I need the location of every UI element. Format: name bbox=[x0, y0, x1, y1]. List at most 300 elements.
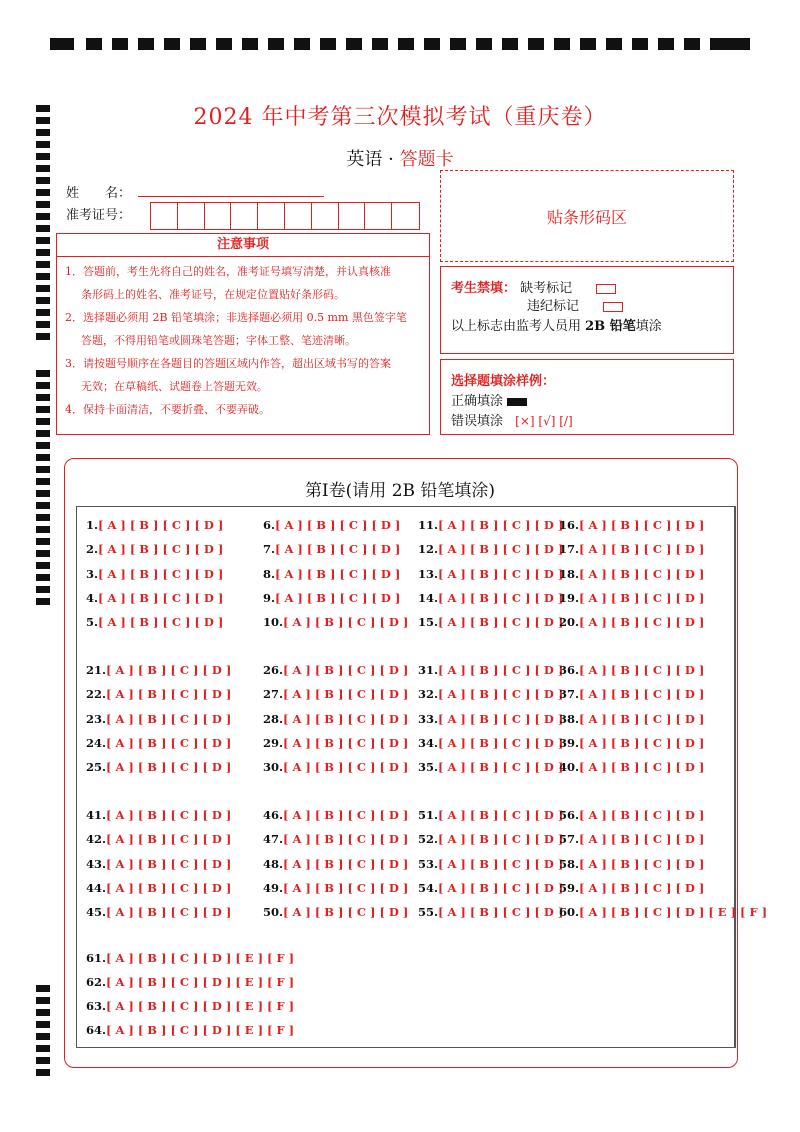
timing-mark bbox=[36, 550, 50, 557]
timing-mark bbox=[36, 177, 50, 184]
card-label: 答题卡 bbox=[399, 149, 454, 170]
timing-mark bbox=[36, 997, 50, 1004]
answer-options[interactable]: [ A ] [ B ] [ C ] [ D ] bbox=[106, 663, 232, 677]
question-number: 39. bbox=[559, 736, 580, 750]
question-number: 17. bbox=[559, 542, 580, 556]
question-46[interactable] bbox=[263, 808, 408, 822]
question-number: 43. bbox=[86, 857, 107, 871]
answer-options[interactable]: [ A ] [ B ] [ C ] [ D ] bbox=[275, 591, 401, 605]
timing-mark bbox=[36, 225, 50, 232]
question-number: 44. bbox=[86, 881, 107, 895]
answer-options[interactable]: [ A ] [ B ] [ C ] [ D ] bbox=[275, 567, 401, 581]
timing-mark bbox=[36, 514, 50, 521]
exam-id-label: 准考证号： bbox=[66, 208, 132, 223]
timing-mark bbox=[554, 38, 570, 50]
question-11[interactable] bbox=[418, 518, 563, 532]
question-number: 62. bbox=[86, 975, 107, 989]
question-number: 61. bbox=[86, 951, 107, 965]
question-number: 55. bbox=[418, 905, 439, 919]
question-number: 53. bbox=[418, 857, 439, 871]
timing-mark bbox=[36, 273, 50, 280]
notice-item-3b: 无效；在草稿纸、试题卷上答题无效。 bbox=[81, 380, 268, 393]
answer-options[interactable]: [ A ] [ B ] [ C ] [ D ] bbox=[438, 760, 564, 774]
question-number: 38. bbox=[559, 712, 580, 726]
question-33[interactable] bbox=[418, 712, 563, 726]
timing-mark bbox=[36, 394, 50, 401]
notice-box bbox=[56, 233, 430, 435]
timing-mark bbox=[606, 38, 622, 50]
question-number: 26. bbox=[263, 663, 284, 677]
answer-options[interactable]: [ A ] [ B ] [ C ] [ D ] bbox=[106, 712, 232, 726]
question-13[interactable] bbox=[418, 567, 563, 581]
question-51[interactable] bbox=[418, 808, 563, 822]
question-number: 49. bbox=[263, 881, 284, 895]
timing-mark bbox=[36, 454, 50, 461]
question-number: 8. bbox=[263, 567, 276, 581]
question-number: 64. bbox=[86, 1023, 107, 1037]
answer-options[interactable]: [ A ] [ B ] [ C ] [ D ] bbox=[438, 712, 564, 726]
timing-mark bbox=[346, 38, 362, 50]
answer-options[interactable]: [ A ] [ B ] [ C ] [ D ] bbox=[283, 712, 409, 726]
timing-mark bbox=[424, 38, 440, 50]
answer-options[interactable]: [ A ] [ B ] [ C ] [ D ] bbox=[579, 857, 705, 871]
exam-title: 2024 年中考第三次模拟考试（重庆卷） bbox=[193, 105, 607, 130]
exam-id-digit-box[interactable] bbox=[392, 203, 419, 229]
timing-mark bbox=[36, 598, 50, 605]
question-58[interactable] bbox=[559, 857, 704, 871]
question-number: 28. bbox=[263, 712, 284, 726]
barcode-label: 贴条形码区 bbox=[546, 207, 627, 227]
question-4[interactable] bbox=[86, 591, 223, 605]
question-53[interactable] bbox=[418, 857, 563, 871]
question-45[interactable] bbox=[86, 905, 231, 919]
exam-id-digit-box[interactable] bbox=[178, 203, 205, 229]
notice-item-2b: 答题，不得用铅笔或圆珠笔答题；字体工整、笔迹清晰。 bbox=[81, 334, 356, 347]
timing-mark bbox=[36, 1009, 50, 1016]
question-40[interactable] bbox=[559, 760, 704, 774]
answer-options[interactable]: [ A ] [ B ] [ C ] [ D ] bbox=[438, 663, 564, 677]
question-64[interactable] bbox=[86, 1023, 294, 1037]
timing-mark bbox=[36, 1045, 50, 1052]
question-52[interactable] bbox=[418, 832, 563, 846]
question-43[interactable] bbox=[86, 857, 231, 871]
answer-options[interactable]: [ A ] [ B ] [ C ] [ D ] bbox=[283, 736, 409, 750]
answer-options[interactable]: [ A ] [ B ] [ C ] [ D ] bbox=[283, 615, 409, 629]
absent-label: 缺考标记 bbox=[520, 281, 573, 296]
question-3[interactable] bbox=[86, 567, 223, 581]
question-63[interactable] bbox=[86, 999, 294, 1013]
question-41[interactable] bbox=[86, 808, 231, 822]
question-34[interactable] bbox=[418, 736, 563, 750]
question-35[interactable] bbox=[418, 760, 563, 774]
timing-mark bbox=[502, 38, 518, 50]
question-number: 36. bbox=[559, 663, 580, 677]
examiner-only-box bbox=[440, 266, 734, 354]
notice-item-4: 4．保持卡面清洁，不要折叠、不要弄破。 bbox=[65, 403, 270, 416]
exam-id-digit-box[interactable] bbox=[312, 203, 339, 229]
correct-fill-label: 正确填涂 bbox=[451, 394, 504, 409]
section-title: 第Ⅰ卷(请用 2B 铅笔填涂) bbox=[304, 481, 496, 501]
answer-options[interactable]: [ A ] [ B ] [ C ] [ D ] bbox=[579, 615, 705, 629]
answer-options[interactable]: [ A ] [ B ] [ C ] [ D ] bbox=[106, 808, 232, 822]
question-55[interactable] bbox=[418, 905, 563, 919]
answer-options[interactable]: [ A ] [ B ] [ C ] [ D ] bbox=[106, 832, 232, 846]
violation-mark-box[interactable] bbox=[603, 302, 623, 312]
notice-item-1: 1．答题前，考生先将自己的姓名，准考证号填写清楚，并认真核准 bbox=[65, 265, 391, 278]
timing-mark bbox=[36, 1069, 50, 1076]
timing-mark bbox=[36, 309, 50, 316]
timing-mark bbox=[450, 38, 466, 50]
question-1[interactable] bbox=[86, 518, 223, 532]
subject-label: 英语 bbox=[346, 149, 383, 170]
timing-mark bbox=[36, 261, 50, 268]
answer-options[interactable]: [ A ] [ B ] [ C ] [ D ] bbox=[579, 567, 705, 581]
question-number: 48. bbox=[263, 857, 284, 871]
timing-mark bbox=[36, 382, 50, 389]
question-44[interactable] bbox=[86, 881, 231, 895]
question-50[interactable] bbox=[263, 905, 408, 919]
question-12[interactable] bbox=[418, 542, 563, 556]
answer-options[interactable]: [ A ] [ B ] [ C ] [ D ] bbox=[98, 542, 224, 556]
timing-mark bbox=[320, 38, 336, 50]
question-number: 51. bbox=[418, 808, 439, 822]
timing-mark bbox=[164, 38, 180, 50]
question-31[interactable] bbox=[418, 663, 563, 677]
question-number: 41. bbox=[86, 808, 107, 822]
question-49[interactable] bbox=[263, 881, 408, 895]
question-38[interactable] bbox=[559, 712, 704, 726]
question-number: 22. bbox=[86, 687, 107, 701]
timing-mark bbox=[36, 526, 50, 533]
answer-options[interactable]: [ A ] [ B ] [ C ] [ D ] bbox=[438, 615, 564, 629]
answer-options[interactable]: [ A ] [ B ] [ C ] [ D ] bbox=[106, 687, 232, 701]
barcode-area bbox=[440, 170, 734, 262]
question-number: 9. bbox=[263, 591, 276, 605]
answer-options[interactable]: [ A ] [ B ] [ C ] [ D ] bbox=[438, 905, 564, 919]
answer-options[interactable]: [ A ] [ B ] [ C ] [ D ] bbox=[106, 857, 232, 871]
question-number: 16. bbox=[559, 518, 580, 532]
question-9[interactable] bbox=[263, 591, 400, 605]
notice-item-3: 3．请按题号顺序在各题目的答题区域内作答，超出区域书写的答案 bbox=[65, 357, 391, 370]
timing-mark bbox=[36, 538, 50, 545]
question-number: 56. bbox=[559, 808, 580, 822]
answer-options[interactable]: [ A ] [ B ] [ C ] [ D ] bbox=[438, 808, 564, 822]
correct-fill-sample bbox=[507, 398, 527, 406]
timing-mark bbox=[138, 38, 154, 50]
question-56[interactable] bbox=[559, 808, 704, 822]
question-number: 23. bbox=[86, 712, 107, 726]
timing-mark bbox=[658, 38, 674, 50]
answer-options[interactable]: [ A ] [ B ] [ C ] [ D ] bbox=[106, 881, 232, 895]
exam-id-digit-box[interactable] bbox=[258, 203, 285, 229]
question-number: 4. bbox=[86, 591, 99, 605]
timing-mark bbox=[36, 297, 50, 304]
question-30[interactable] bbox=[263, 760, 408, 774]
timing-mark bbox=[36, 321, 50, 328]
question-22[interactable] bbox=[86, 687, 231, 701]
question-37[interactable] bbox=[559, 687, 704, 701]
question-24[interactable] bbox=[86, 736, 231, 750]
question-29[interactable] bbox=[263, 736, 408, 750]
answer-options[interactable]: [ A ] [ B ] [ C ] [ D ] bbox=[438, 857, 564, 871]
timing-mark bbox=[216, 38, 232, 50]
timing-mark bbox=[36, 574, 50, 581]
question-10[interactable] bbox=[263, 615, 408, 629]
question-48[interactable] bbox=[263, 857, 408, 871]
question-57[interactable] bbox=[559, 832, 704, 846]
answer-options[interactable]: [ A ] [ B ] [ C ] [ D ] bbox=[579, 832, 705, 846]
question-5[interactable] bbox=[86, 615, 223, 629]
sample-heading: 选择题填涂样例： bbox=[451, 374, 556, 389]
timing-mark bbox=[242, 38, 258, 50]
question-number: 60. bbox=[559, 905, 580, 919]
fill-sample-box bbox=[440, 359, 734, 435]
timing-mark bbox=[372, 38, 388, 50]
question-number: 30. bbox=[263, 760, 284, 774]
question-number: 7. bbox=[263, 542, 276, 556]
question-number: 18. bbox=[559, 567, 580, 581]
question-number: 46. bbox=[263, 808, 284, 822]
question-15[interactable] bbox=[418, 615, 563, 629]
question-number: 57. bbox=[559, 832, 580, 846]
answer-options[interactable]: [ A ] [ B ] [ C ] [ D ] bbox=[579, 687, 705, 701]
timing-mark bbox=[36, 418, 50, 425]
forbid-note-prefix: 以上标志由监考人员用 bbox=[451, 319, 586, 334]
timing-mark bbox=[36, 406, 50, 413]
question-number: 20. bbox=[559, 615, 580, 629]
answer-options[interactable]: [ A ] [ B ] [ C ] [ D ] bbox=[98, 591, 224, 605]
notice-item-1b: 条形码上的姓名、准考证号，在规定位置贴好条形码。 bbox=[81, 288, 345, 301]
answer-options[interactable]: [ A ] [ B ] [ C ] [ D ] bbox=[106, 905, 232, 919]
question-number: 58. bbox=[559, 857, 580, 871]
question-54[interactable] bbox=[418, 881, 563, 895]
question-number: 6. bbox=[263, 518, 276, 532]
name-field[interactable] bbox=[138, 196, 324, 197]
answer-options[interactable]: [ A ] [ B ] [ C ] [ D ] bbox=[283, 808, 409, 822]
answer-options[interactable]: [ A ] [ B ] [ C ] [ D ] bbox=[106, 760, 232, 774]
question-28[interactable] bbox=[263, 712, 408, 726]
wrong-fill-label: 错误填涂 bbox=[451, 414, 504, 429]
answer-options[interactable]: [ A ] [ B ] [ C ] [ D ] bbox=[438, 567, 564, 581]
question-6[interactable] bbox=[263, 518, 400, 532]
question-number: 12. bbox=[418, 542, 439, 556]
question-7[interactable] bbox=[263, 542, 400, 556]
exam-id-digit-box[interactable] bbox=[205, 203, 232, 229]
timing-mark bbox=[36, 502, 50, 509]
exam-id-digit-box[interactable] bbox=[151, 203, 178, 229]
answer-options[interactable]: [ A ] [ B ] [ C ] [ D ] bbox=[98, 518, 224, 532]
answer-options[interactable]: [ A ] [ B ] [ C ] [ D ] bbox=[98, 615, 224, 629]
timing-mark bbox=[294, 38, 310, 50]
question-26[interactable] bbox=[263, 663, 408, 677]
answer-options[interactable]: [ A ] [ B ] [ C ] [ D ] bbox=[283, 760, 409, 774]
timing-mark bbox=[268, 38, 284, 50]
answer-options[interactable]: [ A ] [ B ] [ C ] [ D ] bbox=[579, 736, 705, 750]
timing-mark bbox=[112, 38, 128, 50]
answer-options[interactable]: [ A ] [ B ] [ C ] [ D ] bbox=[579, 663, 705, 677]
exam-id-digit-box[interactable] bbox=[285, 203, 312, 229]
question-27[interactable] bbox=[263, 687, 408, 701]
answer-options[interactable]: [ A ] [ B ] [ C ] [ D ] bbox=[579, 591, 705, 605]
timing-mark bbox=[36, 562, 50, 569]
question-number: 31. bbox=[418, 663, 439, 677]
answer-options[interactable]: [ A ] [ B ] [ C ] [ D ] bbox=[283, 687, 409, 701]
question-61[interactable] bbox=[86, 951, 294, 965]
question-number: 29. bbox=[263, 736, 284, 750]
timing-mark bbox=[632, 38, 648, 50]
question-23[interactable] bbox=[86, 712, 231, 726]
timing-mark bbox=[36, 985, 50, 992]
question-number: 52. bbox=[418, 832, 439, 846]
question-36[interactable] bbox=[559, 663, 704, 677]
question-18[interactable] bbox=[559, 567, 704, 581]
exam-id-digit-box[interactable] bbox=[365, 203, 392, 229]
answer-options[interactable]: [ A ] [ B ] [ C ] [ D ] bbox=[438, 881, 564, 895]
answer-options[interactable]: [ A ] [ B ] [ C ] [ D ] [ E ] [ F ] bbox=[579, 905, 768, 919]
question-number: 47. bbox=[263, 832, 284, 846]
question-number: 10. bbox=[263, 615, 284, 629]
question-21[interactable] bbox=[86, 663, 231, 677]
timing-mark bbox=[36, 1033, 50, 1040]
forbid-note bbox=[451, 315, 662, 334]
question-number: 37. bbox=[559, 687, 580, 701]
answer-options[interactable]: [ A ] [ B ] [ C ] [ D ] bbox=[283, 905, 409, 919]
timing-mark bbox=[528, 38, 544, 50]
answer-options[interactable]: [ A ] [ B ] [ C ] [ D ] [ E ] [ F ] bbox=[106, 975, 295, 989]
timing-mark bbox=[36, 1057, 50, 1064]
question-19[interactable] bbox=[559, 591, 704, 605]
question-number: 35. bbox=[418, 760, 439, 774]
answer-options[interactable]: [ A ] [ B ] [ C ] [ D ] bbox=[275, 518, 401, 532]
answer-options[interactable]: [ A ] [ B ] [ C ] [ D ] [ E ] [ F ] bbox=[106, 999, 295, 1013]
answer-options[interactable]: [ A ] [ B ] [ C ] [ D ] bbox=[283, 663, 409, 677]
question-42[interactable] bbox=[86, 832, 231, 846]
answer-options[interactable]: [ A ] [ B ] [ C ] [ D ] bbox=[579, 542, 705, 556]
answer-options[interactable]: [ A ] [ B ] [ C ] [ D ] bbox=[438, 518, 564, 532]
question-20[interactable] bbox=[559, 615, 704, 629]
card-subtitle bbox=[0, 145, 800, 171]
timing-mark bbox=[476, 38, 492, 50]
question-number: 19. bbox=[559, 591, 580, 605]
question-59[interactable] bbox=[559, 881, 704, 895]
question-14[interactable] bbox=[418, 591, 563, 605]
timing-mark bbox=[36, 466, 50, 473]
timing-mark bbox=[580, 38, 596, 50]
answer-options[interactable]: [ A ] [ B ] [ C ] [ D ] bbox=[579, 518, 705, 532]
question-62[interactable] bbox=[86, 975, 294, 989]
question-number: 40. bbox=[559, 760, 580, 774]
answer-options[interactable]: [ A ] [ B ] [ C ] [ D ] bbox=[579, 881, 705, 895]
wrong-fill-samples: [×] [√] [/] bbox=[515, 414, 573, 428]
question-number: 1. bbox=[86, 518, 99, 532]
forbid-note-suffix: 填涂 bbox=[635, 319, 662, 334]
forbid-note-bold: 2B 铅笔 bbox=[585, 319, 636, 334]
answer-options[interactable]: [ A ] [ B ] [ C ] [ D ] bbox=[283, 832, 409, 846]
timing-mark bbox=[36, 370, 50, 377]
timing-mark bbox=[190, 38, 206, 50]
timing-mark bbox=[710, 38, 726, 50]
question-number: 50. bbox=[263, 905, 284, 919]
question-39[interactable] bbox=[559, 736, 704, 750]
question-number: 21. bbox=[86, 663, 107, 677]
question-16[interactable] bbox=[559, 518, 704, 532]
timing-mark bbox=[684, 38, 700, 50]
question-number: 2. bbox=[86, 542, 99, 556]
question-number: 54. bbox=[418, 881, 439, 895]
answer-options[interactable]: [ A ] [ B ] [ C ] [ D ] bbox=[98, 567, 224, 581]
answer-options[interactable]: [ A ] [ B ] [ C ] [ D ] bbox=[283, 857, 409, 871]
answer-options[interactable]: [ A ] [ B ] [ C ] [ D ] bbox=[438, 832, 564, 846]
question-25[interactable] bbox=[86, 760, 231, 774]
answer-options[interactable]: [ A ] [ B ] [ C ] [ D ] bbox=[579, 712, 705, 726]
question-number: 32. bbox=[418, 687, 439, 701]
answer-options[interactable]: [ A ] [ B ] [ C ] [ D ] bbox=[106, 736, 232, 750]
timing-mark bbox=[36, 586, 50, 593]
answer-options[interactable]: [ A ] [ B ] [ C ] [ D ] bbox=[438, 542, 564, 556]
answer-options[interactable]: [ A ] [ B ] [ C ] [ D ] bbox=[438, 736, 564, 750]
timing-mark bbox=[36, 249, 50, 256]
question-number: 33. bbox=[418, 712, 439, 726]
question-8[interactable] bbox=[263, 567, 400, 581]
exam-id-digit-box[interactable] bbox=[231, 203, 258, 229]
question-number: 11. bbox=[418, 518, 439, 532]
timing-mark bbox=[36, 285, 50, 292]
answer-options[interactable]: [ A ] [ B ] [ C ] [ D ] bbox=[283, 881, 409, 895]
answer-options[interactable]: [ A ] [ B ] [ C ] [ D ] [ E ] [ F ] bbox=[106, 1023, 295, 1037]
answer-options[interactable]: [ A ] [ B ] [ C ] [ D ] bbox=[438, 687, 564, 701]
question-number: 45. bbox=[86, 905, 107, 919]
question-number: 5. bbox=[86, 615, 99, 629]
timing-mark bbox=[86, 38, 102, 50]
timing-mark bbox=[36, 1021, 50, 1028]
timing-mark bbox=[36, 189, 50, 196]
notice-heading: 注意事项 bbox=[57, 234, 429, 257]
question-number: 63. bbox=[86, 999, 107, 1013]
question-number: 27. bbox=[263, 687, 284, 701]
timing-mark bbox=[36, 237, 50, 244]
answer-options[interactable]: [ A ] [ B ] [ C ] [ D ] bbox=[579, 760, 705, 774]
question-number: 3. bbox=[86, 567, 99, 581]
timing-mark bbox=[36, 430, 50, 437]
answer-options[interactable]: [ A ] [ B ] [ C ] [ D ] [ E ] [ F ] bbox=[106, 951, 295, 965]
timing-mark bbox=[36, 442, 50, 449]
question-2[interactable] bbox=[86, 542, 223, 556]
separator-dot: · bbox=[388, 149, 394, 170]
question-32[interactable] bbox=[418, 687, 563, 701]
absent-mark-box[interactable] bbox=[596, 284, 616, 294]
question-number: 59. bbox=[559, 881, 580, 895]
timing-mark bbox=[398, 38, 414, 50]
exam-id-field[interactable] bbox=[150, 202, 420, 230]
question-60[interactable] bbox=[559, 905, 767, 919]
answer-grid bbox=[76, 506, 736, 1048]
question-number: 34. bbox=[418, 736, 439, 750]
forbid-label: 考生禁填： bbox=[451, 281, 517, 296]
answer-options[interactable]: [ A ] [ B ] [ C ] [ D ] bbox=[438, 591, 564, 605]
timing-mark bbox=[726, 38, 750, 50]
question-number: 42. bbox=[86, 832, 107, 846]
answer-options[interactable]: [ A ] [ B ] [ C ] [ D ] bbox=[275, 542, 401, 556]
timing-mark bbox=[36, 333, 50, 340]
question-number: 13. bbox=[418, 567, 439, 581]
top-timing-marks bbox=[50, 38, 752, 52]
question-47[interactable] bbox=[263, 832, 408, 846]
question-17[interactable] bbox=[559, 542, 704, 556]
name-label: 姓 名： bbox=[66, 186, 132, 201]
exam-id-digit-box[interactable] bbox=[339, 203, 366, 229]
answer-options[interactable]: [ A ] [ B ] [ C ] [ D ] bbox=[579, 808, 705, 822]
question-number: 14. bbox=[418, 591, 439, 605]
